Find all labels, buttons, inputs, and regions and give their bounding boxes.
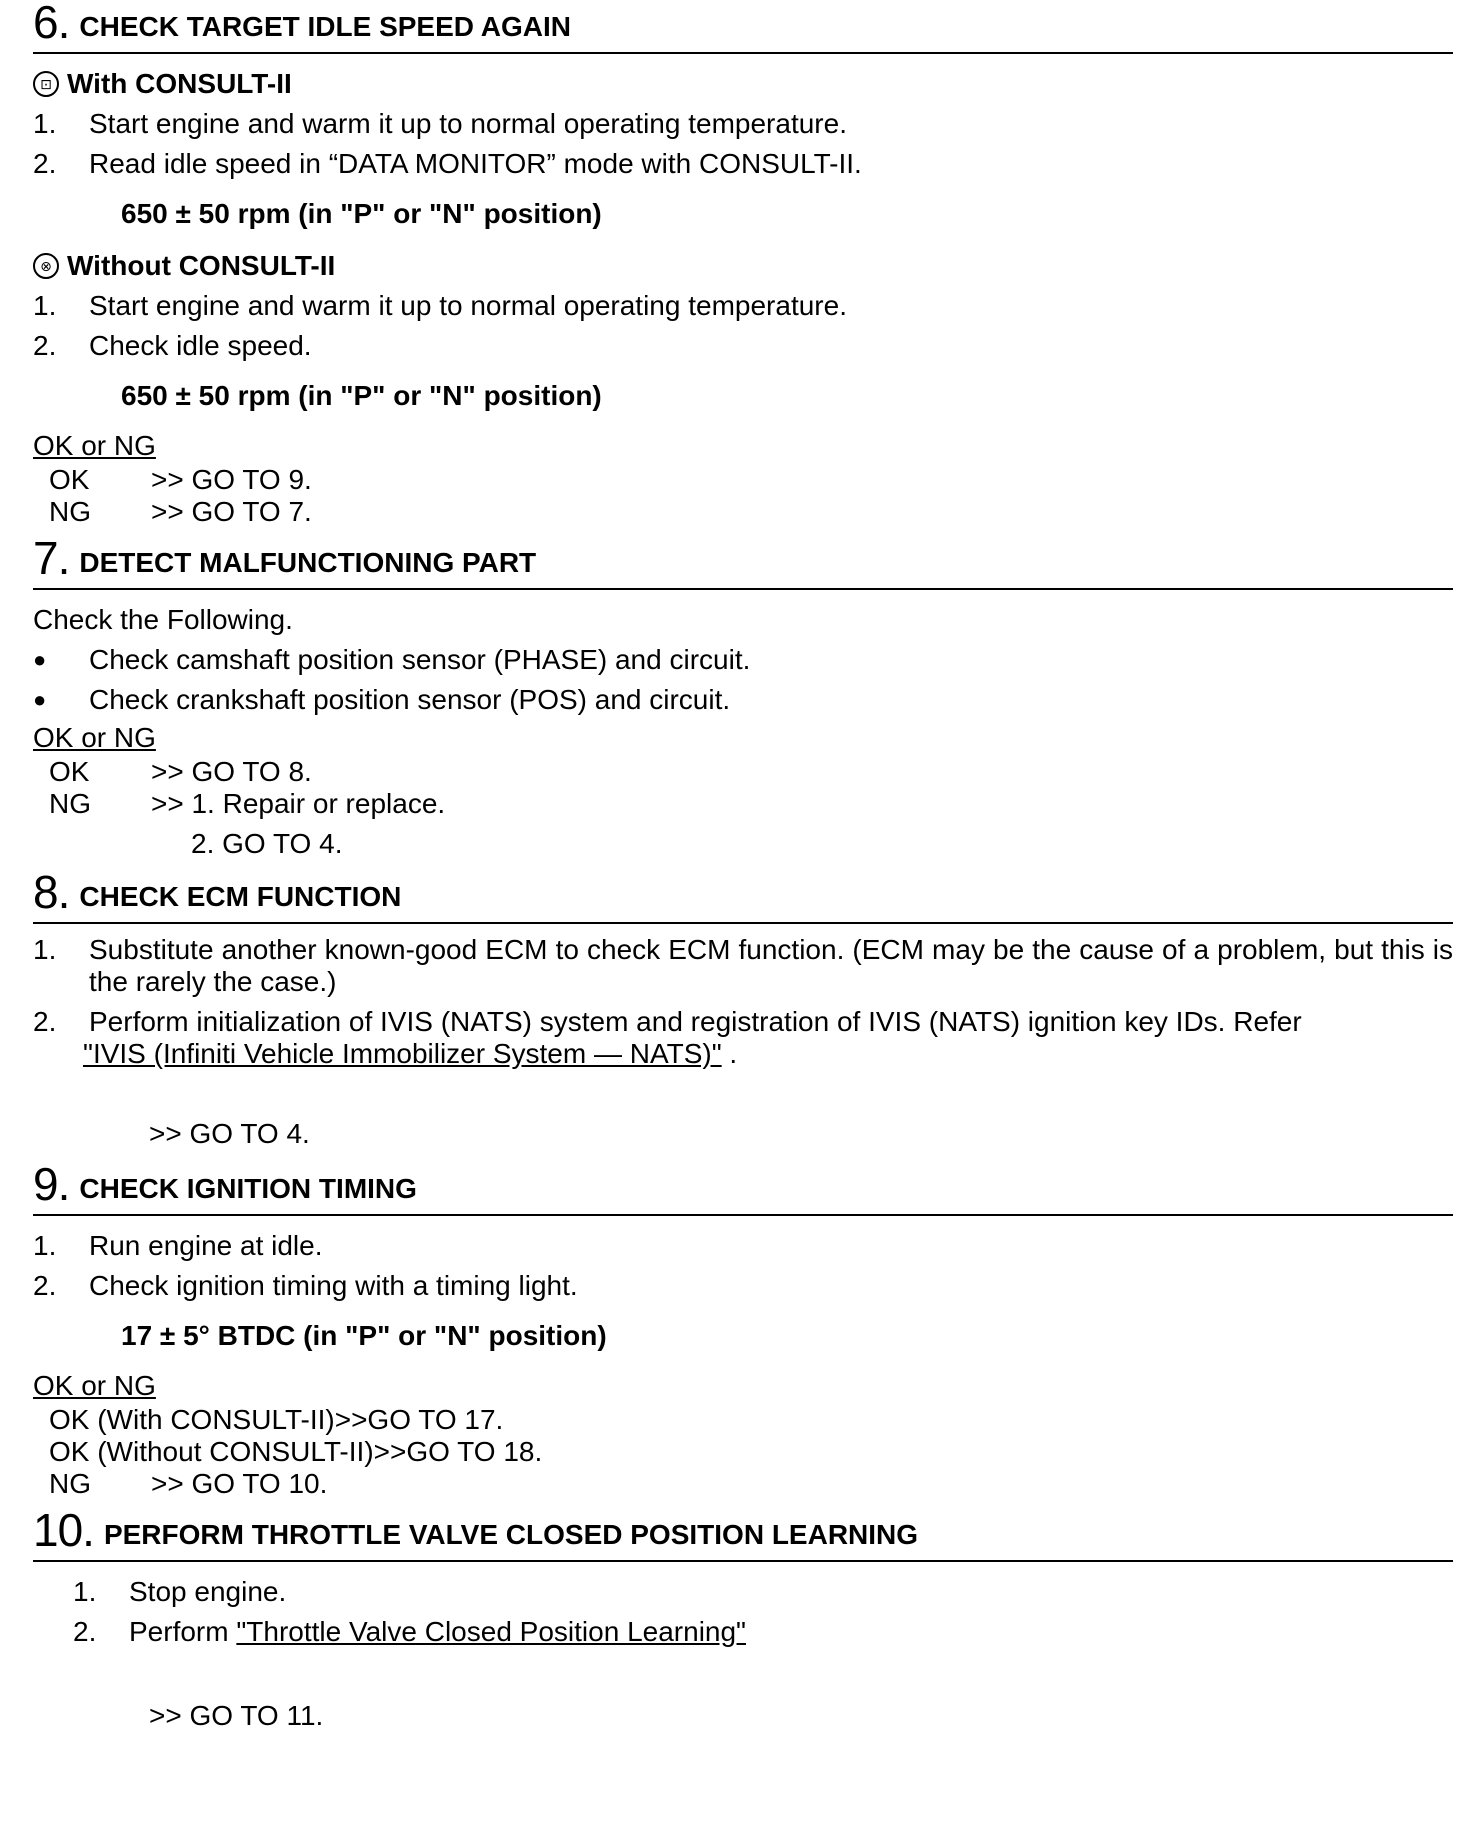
list-number: 2. bbox=[33, 1006, 57, 1037]
list-text: Stop engine. bbox=[129, 1576, 287, 1607]
list-text: Start engine and warm it up to normal operating temperature. bbox=[89, 108, 847, 139]
mode-label: With CONSULT-II bbox=[67, 68, 292, 99]
ok-or-ng-label: OK or NG bbox=[33, 430, 156, 461]
step-number: 10. bbox=[33, 1504, 94, 1556]
list-text bbox=[129, 1612, 746, 1652]
list-item bbox=[33, 104, 1453, 144]
throttle-learning-link[interactable]: "Throttle Valve Closed Position Learning" bbox=[236, 1616, 746, 1647]
result-code: OK bbox=[49, 756, 90, 787]
result-action: OK (Without CONSULT-II)>>GO TO 18. bbox=[49, 1436, 543, 1467]
list-item bbox=[33, 326, 1453, 366]
list-number: 1. bbox=[33, 934, 57, 965]
consult-tool-icon: ⊡ bbox=[33, 71, 59, 97]
result-row bbox=[33, 464, 1453, 496]
intro-text: Check the Following. bbox=[33, 604, 293, 635]
result-row bbox=[33, 496, 1453, 528]
list-item bbox=[33, 1006, 1453, 1070]
step-title: PERFORM THROTTLE VALVE CLOSED POSITION LEARNING bbox=[103, 1519, 919, 1550]
result-code: OK bbox=[49, 464, 90, 495]
list-text: Check idle speed. bbox=[89, 330, 312, 361]
result-code: NG bbox=[49, 1468, 91, 1499]
bullet-text: Check camshaft position sensor (PHASE) and circuit. bbox=[89, 644, 751, 675]
step-title: CHECK IGNITION TIMING bbox=[79, 1173, 417, 1204]
goto-action: >> GO TO 4. bbox=[149, 1118, 310, 1149]
ok-or-ng-label: OK or NG bbox=[33, 1370, 156, 1401]
list-item bbox=[33, 286, 1453, 326]
list-text: Run engine at idle. bbox=[89, 1230, 323, 1261]
list-item bbox=[33, 144, 1453, 184]
ok-or-ng-label: OK or NG bbox=[33, 722, 156, 753]
list-text: Substitute another known-good ECM to check ECM function. (ECM may be the cause of a problem, but this is the rarely the case.) bbox=[89, 934, 1453, 997]
list-number: 2. bbox=[73, 1616, 97, 1647]
list-text-tail: . bbox=[721, 1038, 738, 1069]
list-text bbox=[83, 1006, 1302, 1070]
spec-value: 650 ± 50 rpm (in "P" or "N" position) bbox=[121, 380, 602, 411]
step-8-header bbox=[33, 866, 1453, 924]
list-number: 2. bbox=[33, 148, 57, 179]
bullet-item bbox=[33, 640, 1453, 680]
spec-value: 17 ± 5° BTDC (in "P" or "N" position) bbox=[121, 1320, 607, 1351]
result-code: NG bbox=[49, 788, 91, 819]
mode-label: Without CONSULT-II bbox=[67, 250, 336, 281]
result-row-continued bbox=[33, 828, 1453, 860]
result-row bbox=[33, 1436, 1453, 1468]
list-text: Start engine and warm it up to normal operating temperature. bbox=[89, 290, 847, 321]
list-number: 1. bbox=[73, 1576, 97, 1607]
step-6-header bbox=[33, 0, 1453, 54]
result-action: OK (With CONSULT-II)>>GO TO 17. bbox=[49, 1404, 504, 1435]
list-item bbox=[33, 1612, 1453, 1652]
list-number: 1. bbox=[33, 1230, 57, 1261]
result-row bbox=[33, 1404, 1453, 1436]
no-consult-icon: ⊗ bbox=[33, 253, 59, 279]
step-title: CHECK TARGET IDLE SPEED AGAIN bbox=[79, 11, 571, 42]
bullet-icon: ● bbox=[33, 647, 47, 672]
step-number: 6. bbox=[33, 0, 70, 48]
step-number: 8. bbox=[33, 866, 70, 918]
result-action: >> 1. Repair or replace. bbox=[151, 788, 446, 819]
bullet-icon: ● bbox=[33, 687, 47, 712]
step-title: CHECK ECM FUNCTION bbox=[79, 881, 402, 912]
list-item bbox=[33, 934, 1453, 998]
spacer bbox=[49, 828, 151, 860]
bullet-item bbox=[33, 680, 1453, 720]
nats-reference-link[interactable]: "IVIS (Infiniti Vehicle Immobilizer System — NATS)" bbox=[83, 1038, 722, 1069]
step-number: 9. bbox=[33, 1158, 70, 1210]
list-item bbox=[33, 1266, 1453, 1306]
result-row bbox=[33, 1468, 1453, 1500]
step-7-header bbox=[33, 532, 1453, 590]
step-9-header bbox=[33, 1158, 1453, 1216]
list-text-part: Perform initialization of IVIS (NATS) system and registration of IVIS (NATS) ignition key IDs. Refer bbox=[89, 1006, 1302, 1037]
result-code: NG bbox=[49, 496, 91, 527]
bullet-text: Check crankshaft position sensor (POS) and circuit. bbox=[89, 684, 731, 715]
result-action: 2. GO TO 4. bbox=[191, 828, 343, 859]
step-title: DETECT MALFUNCTIONING PART bbox=[79, 547, 537, 578]
list-number: 1. bbox=[33, 290, 57, 321]
step-number: 7. bbox=[33, 532, 70, 584]
list-item bbox=[33, 1226, 1453, 1266]
document-page bbox=[33, 0, 1453, 1744]
result-action: >> GO TO 7. bbox=[151, 496, 312, 527]
list-text: Check ignition timing with a timing light. bbox=[89, 1270, 578, 1301]
step-10-header bbox=[33, 1504, 1453, 1562]
list-number: 2. bbox=[33, 1270, 57, 1301]
with-consult-heading bbox=[33, 64, 1453, 104]
spec-value: 650 ± 50 rpm (in "P" or "N" position) bbox=[121, 198, 602, 229]
result-row bbox=[33, 788, 1453, 820]
result-row bbox=[33, 756, 1453, 788]
result-action: >> GO TO 9. bbox=[151, 464, 312, 495]
list-text-part: Perform bbox=[129, 1616, 237, 1647]
goto-action: >> GO TO 11. bbox=[149, 1700, 324, 1731]
list-number: 2. bbox=[33, 330, 57, 361]
without-consult-heading bbox=[33, 246, 1453, 286]
result-action: >> GO TO 10. bbox=[151, 1468, 328, 1499]
list-text: Read idle speed in “DATA MONITOR” mode with CONSULT-II. bbox=[89, 148, 862, 179]
result-action: >> GO TO 8. bbox=[151, 756, 312, 787]
list-item bbox=[33, 1572, 1453, 1612]
list-number: 1. bbox=[33, 108, 57, 139]
